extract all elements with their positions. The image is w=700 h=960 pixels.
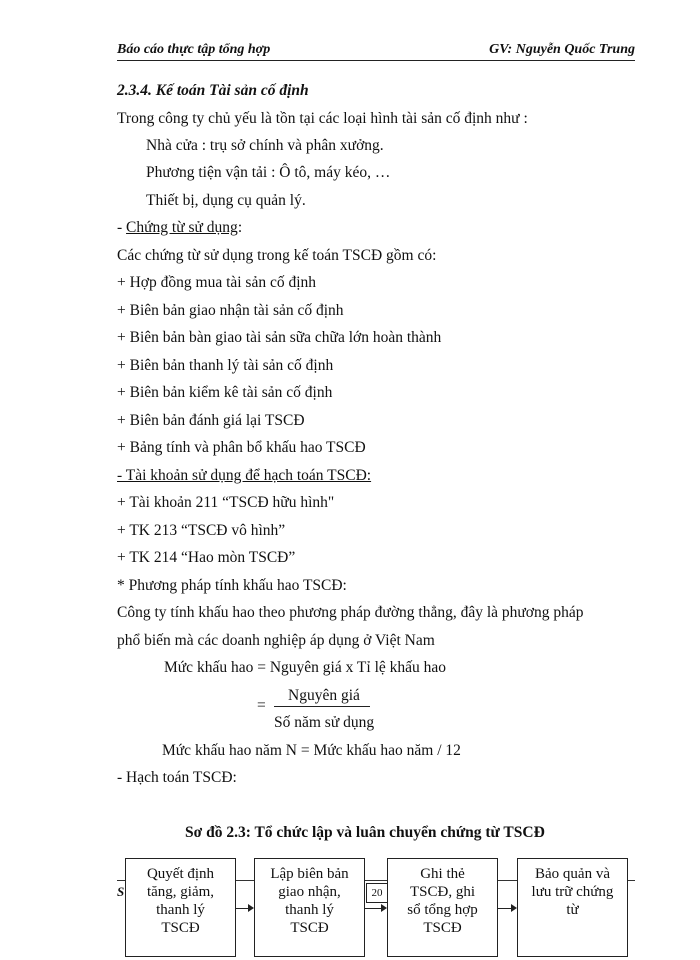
voucher-item: + Bảng tính và phân bổ khấu hao TSCĐ	[117, 439, 366, 456]
vouchers-heading-suffix: :	[237, 219, 243, 236]
vouchers-heading-prefix: -	[117, 219, 127, 236]
accounts-heading: - Tài khoản sử dụng để hạch toán TSCĐ:	[117, 467, 372, 484]
asset-type-item: Nhà cửa : trụ sở chính và phân xưởng.	[146, 137, 384, 154]
flow-box-line: Bảo quản và	[535, 866, 610, 882]
flow-box-record	[387, 858, 498, 957]
vouchers-intro: Các chứng từ sử dụng trong kế toán TSCĐ gồm có:	[117, 247, 437, 264]
flow-box-line: giao nhận,	[278, 884, 341, 900]
page-header	[117, 40, 635, 61]
account-item: + TK 213 “TSCĐ vô hình”	[117, 522, 286, 539]
formula-numerator: Nguyên giá	[288, 687, 360, 704]
vouchers-heading-text: Chứng từ sử dụng	[126, 219, 238, 236]
formula-monthly: Mức khấu hao năm N = Mức khấu hao năm / 12	[162, 742, 461, 759]
flow-box-line: TSCĐ	[161, 920, 200, 936]
flow-arrow-head	[511, 904, 517, 912]
flow-box-line: thanh lý	[285, 902, 334, 918]
header-report-title: Báo cáo thực tập tổng hợp	[117, 42, 271, 57]
voucher-item: + Biên bản đánh giá lại TSCĐ	[117, 412, 305, 429]
formula-denominator: Số năm sử dụng	[274, 714, 375, 731]
account-item: + Tài khoản 211 “TSCĐ hữu hình"	[117, 494, 335, 511]
flow-box-decision	[125, 858, 236, 957]
flow-arrow-line	[365, 908, 381, 909]
flow-box-line: lưu trữ chứng	[531, 884, 614, 900]
voucher-item: + Biên bản thanh lý tài sản cố định	[117, 357, 334, 374]
flow-box-line: TSCĐ	[290, 920, 329, 936]
voucher-item: + Hợp đồng mua tài sản cố định	[117, 274, 317, 291]
flow-box-line: Lập biên bản	[270, 866, 349, 882]
formula-depreciation-rate: Mức khấu hao = Nguyên giá x Tỉ lệ khấu hao	[164, 659, 447, 676]
depreciation-paragraph-line1: Công ty tính khấu hao theo phương pháp đường thẳng, đây là phương pháp	[117, 604, 584, 621]
accounting-heading: - Hạch toán TSCĐ:	[117, 769, 237, 786]
voucher-item: + Biên bản bàn giao tài sản sữa chữa lớn hoàn thành	[117, 329, 442, 346]
vouchers-heading	[117, 219, 242, 237]
fraction-bar	[274, 706, 370, 707]
flow-arrow-head	[248, 904, 254, 912]
flow-box-line: TSCĐ	[423, 920, 462, 936]
flow-box-line: TSCĐ, ghi	[409, 884, 475, 900]
header-supervisor: GV: Nguyễn Quốc Trung	[489, 42, 635, 57]
page-number: 20	[366, 883, 388, 903]
flow-box-archive	[517, 858, 628, 957]
flow-box-line: thanh lý	[156, 902, 205, 918]
flow-arrow-line	[236, 908, 248, 909]
flow-box-line: sổ tổng hợp	[407, 902, 478, 918]
asset-type-item: Thiết bị, dụng cụ quản lý.	[146, 192, 306, 209]
flow-box-line: từ	[566, 902, 579, 918]
formula-equals-sign: =	[257, 697, 266, 714]
depreciation-paragraph-line2: phổ biến mà các doanh nghiệp áp dụng ở Việt Nam	[117, 632, 435, 649]
flow-box-line: tăng, giảm,	[146, 884, 215, 900]
footer-fragment-start: S	[117, 884, 125, 899]
flow-arrow-line	[498, 908, 511, 909]
depreciation-heading: * Phương pháp tính khấu hao TSCĐ:	[117, 577, 347, 594]
flow-box-line: Quyết định	[146, 866, 215, 882]
asset-type-item: Phương tiện vận tải : Ô tô, máy kéo, …	[146, 164, 391, 181]
flow-arrow-head	[381, 904, 387, 912]
account-item: + TK 214 “Hao mòn TSCĐ”	[117, 549, 296, 566]
intro-paragraph: Trong công ty chủ yếu là tồn tại các loại hình tài sản cố định như :	[117, 110, 528, 127]
voucher-item: + Biên bản giao nhận tài sản cố định	[117, 302, 344, 319]
section-title: 2.3.4. Kế toán Tài sản cố định	[117, 82, 309, 99]
voucher-item: + Biên bản kiểm kê tài sản cố định	[117, 384, 333, 401]
flow-box-line: Ghi thẻ	[420, 866, 465, 882]
diagram-caption: Sơ đồ 2.3: Tổ chức lập và luân chuyển chứng từ TSCĐ	[185, 824, 545, 841]
flow-box-minutes	[254, 858, 365, 957]
